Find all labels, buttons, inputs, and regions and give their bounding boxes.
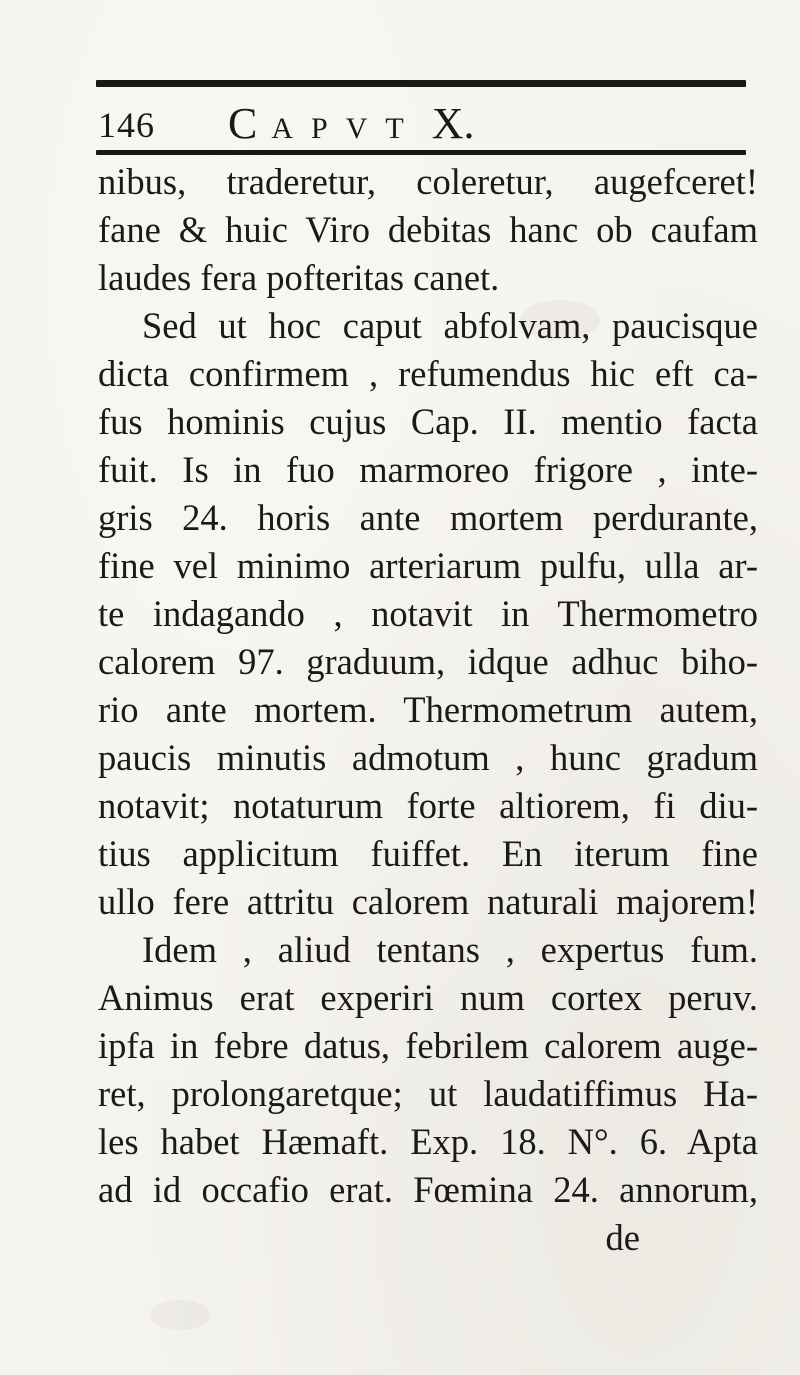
text-line: fine vel minimo arteriarum pulfu, ulla ar- [98, 545, 758, 586]
header-rule-top [96, 80, 746, 87]
page-number: 146 [98, 105, 155, 145]
text-line: tius applicitum fuiffet. En iterum fine [98, 833, 758, 874]
text-line: Animus erat experiri num cortex peruv. [98, 977, 758, 1018]
header-rule-bottom [96, 150, 746, 155]
text-line: notavit; notaturum forte altiorem, fi diu- [98, 785, 758, 826]
text-line: ullo fere attritu calorem naturali majorem! [98, 881, 758, 922]
text-line: fane & huic Viro debitas hanc ob caufam [98, 209, 758, 250]
text-line: nibus, traderetur, coleretur, augefceret! [98, 161, 758, 202]
text-line: te indagando , notavit in Thermometro [98, 593, 758, 634]
running-head-initial: C [228, 99, 258, 148]
body-text [98, 158, 758, 1262]
running-head-rest: APVT [271, 112, 422, 145]
text-line: rio ante mortem. Thermometrum autem, [98, 689, 758, 730]
text-line: ipfa in febre datus, febrilem calorem auge- [98, 1025, 758, 1066]
text-line: fus hominis cujus Cap. II. mentio facta [98, 401, 758, 442]
text-line: gris 24. horis ante mortem perdurante, [98, 497, 758, 538]
text-line: dicta confirmem , refumendus hic eft ca- [98, 353, 758, 394]
text-line: Sed ut hoc caput abfolvam, paucisque [142, 305, 758, 346]
paper-stain [150, 1300, 210, 1330]
running-head [228, 98, 474, 149]
text-line: Idem , aliud tentans , expertus fum. [142, 929, 758, 970]
text-line: les habet Hæmaft. Exp. 18. N°. 6. Apta [98, 1121, 758, 1162]
text-line: laudes fera pofteritas canet. [98, 257, 500, 298]
chapter-number: X. [431, 99, 475, 148]
text-line: fuit. Is in fuo marmoreo frigore , inte- [98, 449, 758, 490]
page-header [98, 98, 738, 148]
text-line: calorem 97. graduum, idque adhuc biho- [98, 641, 758, 682]
text-line: ret, prolongaretque; ut laudatiffimus Ha- [98, 1073, 758, 1114]
text-line: paucis minutis admotum , hunc gradum [98, 737, 758, 778]
catchword: de [605, 1217, 640, 1258]
text-line: ad id occafio erat. Fœmina 24. annorum, [98, 1169, 758, 1210]
